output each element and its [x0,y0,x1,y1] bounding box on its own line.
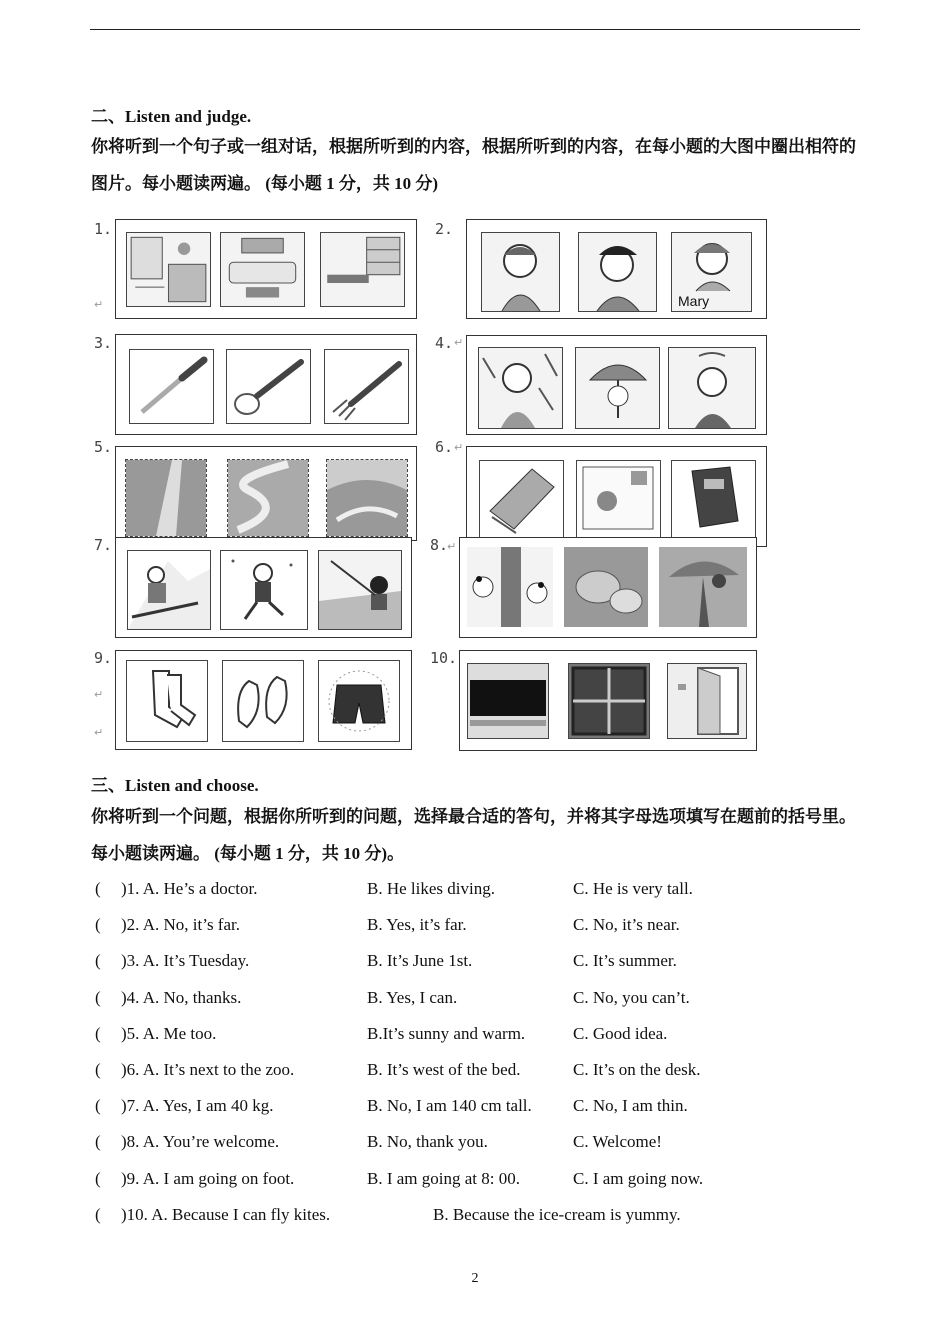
answer-bracket[interactable]: ( [95,1132,101,1152]
return-mark: ↵ [454,441,464,454]
return-mark: ↵ [94,726,104,739]
girl-toothache-icon[interactable] [481,232,560,312]
option-b: B. Yes, I can. [367,987,458,1007]
picture-group-4 [466,335,767,435]
question-row [91,1132,871,1162]
section-instruction: 你将听到一个问题，根据你所听到的问题，选择最合适的答句，并将其字母选项填写在题前的括号里。每小题读两遍。 (每小题 1 分，共 10 分)。 [91,807,856,863]
answer-bracket[interactable]: ( [95,1096,101,1116]
answer-bracket[interactable]: ( [95,987,101,1007]
option-c: C. No, you can’t. [573,987,690,1007]
option-c: C. No, it’s near. [573,915,680,935]
door-icon[interactable] [667,663,747,739]
option-a: )7. A. Yes, I am 40 kg. [121,1096,274,1116]
answer-bracket[interactable]: ( [95,915,101,935]
option-a: )9. A. I am going on foot. [121,1168,295,1188]
picture-group-8 [459,537,757,638]
item-number: 6. [435,438,454,456]
living-room-scene-icon[interactable] [220,232,305,307]
question-row [91,1205,871,1235]
option-b: B. He likes diving. [367,879,495,898]
shoes-icon[interactable] [222,660,304,742]
option-a: )3. A. It’s Tuesday. [121,951,250,971]
question-row [91,951,871,981]
option-a: )8. A. You’re welcome. [121,1132,280,1152]
section-instruction: 你将听到一个句子或一组对话，根据所听到的内容，根据所听到的内容，在每小题的大图中圈出相符的图片。每小题读两遍。 (每小题 1 分，共 10 分) [91,137,856,193]
skating-icon[interactable] [220,550,308,630]
knife-icon[interactable] [129,349,214,424]
item-number: 2. [435,220,454,238]
option-b: B. It’s west of the bed. [367,1060,521,1079]
item-number: 3. [94,334,113,352]
option-a: )2. A. No, it’s far. [121,915,240,935]
picture-group-10 [459,650,757,751]
kitchen-scene-icon[interactable] [126,232,211,307]
option-c: C. It’s summer. [573,951,677,971]
skiing-icon[interactable] [127,550,211,630]
shorts-icon[interactable] [318,660,400,742]
option-b: B. No, I am 140 cm tall. [367,1096,532,1116]
option-b: B. Because the ice-cream is yummy. [433,1204,681,1224]
answer-bracket[interactable]: ( [95,879,101,898]
boy-headache-icon[interactable] [578,232,657,312]
dictionary-icon[interactable] [671,460,756,538]
header-rule [90,29,860,30]
item-number: 7. [94,536,113,554]
return-mark: ↵ [447,540,457,553]
option-b: B. It’s June 1st. [367,951,473,971]
option-a: )4. A. No, thanks. [121,987,242,1007]
option-a: )6. A. It’s next to the zoo. [121,1060,295,1079]
fishing-icon[interactable] [318,550,402,630]
answer-bracket[interactable]: ( [95,1060,101,1079]
picture-group-1 [115,219,417,319]
picture-caption: Mary [678,293,710,309]
question-row [91,1060,871,1090]
option-c: C. Good idea. [573,1023,668,1043]
question-row [91,879,871,909]
window-icon[interactable] [568,663,650,739]
straight-road-stamp-icon[interactable] [125,459,207,537]
option-b: B.It’s sunny and warm. [367,1023,526,1043]
item-number: 10. [430,649,458,667]
question-row [91,988,871,1018]
fork-icon[interactable] [324,349,409,424]
option-a: )1. A. He’s a doctor. [121,879,258,898]
umbrella-rain-icon[interactable] [575,347,660,429]
question-row [91,1096,871,1126]
return-mark: ↵ [454,336,464,349]
picture-group-2 [466,219,767,319]
return-mark: ↵ [94,298,104,311]
item-number: 9. [94,649,113,667]
windy-rain-icon[interactable] [478,347,563,429]
picture-group-9 [115,650,412,750]
socks-icon[interactable] [126,660,208,742]
answer-bracket[interactable]: ( [95,1023,101,1043]
section-heading-listen-judge: 二、Listen and judge. [91,107,252,126]
valley-road-stamp-icon[interactable] [326,459,408,537]
option-a: )5. A. Me too. [121,1023,217,1043]
curvy-road-stamp-icon[interactable] [227,459,309,537]
postcard-icon[interactable] [576,460,661,538]
option-c: C. No, I am thin. [573,1096,688,1116]
item-number: 1. [94,220,113,238]
magazine-icon[interactable] [479,460,564,538]
pandas-icon[interactable] [467,547,553,627]
picture-group-7 [115,537,412,638]
answer-bracket[interactable]: ( [95,1168,101,1188]
monkeys-icon[interactable] [659,547,747,627]
option-b: B. I am going at 8: 00. [367,1168,520,1188]
option-c: C. He is very tall. [573,879,693,898]
picture-group-5 [115,446,417,541]
item-number: 8. [430,536,449,554]
girl-earache-icon[interactable] [671,232,752,312]
option-b: B. Yes, it’s far. [367,915,467,935]
spoon-icon[interactable] [226,349,311,424]
answer-bracket[interactable]: ( [95,1204,101,1224]
question-row [91,915,871,945]
page-number: 2 [471,1271,479,1286]
hot-weather-icon[interactable] [668,347,756,429]
option-a: )10. A. Because I can fly kites. [121,1204,331,1224]
answer-bracket[interactable]: ( [95,951,101,971]
item-number: 5. [94,438,113,456]
study-room-scene-icon[interactable] [320,232,405,307]
picture-group-3 [115,334,417,435]
blackboard-icon[interactable] [467,663,549,739]
question-row [91,1169,871,1199]
option-c: C. It’s on the desk. [573,1060,701,1079]
item-number: 4. [435,334,454,352]
question-row [91,1024,871,1054]
section-heading-listen-choose: 三、Listen and choose. [91,776,259,795]
elephants-icon[interactable] [564,547,648,627]
option-c: C. I am going now. [573,1168,704,1188]
option-b: B. No, thank you. [367,1132,488,1152]
return-mark: ↵ [94,688,104,701]
picture-group-6 [466,446,767,547]
option-c: C. Welcome! [573,1132,662,1152]
